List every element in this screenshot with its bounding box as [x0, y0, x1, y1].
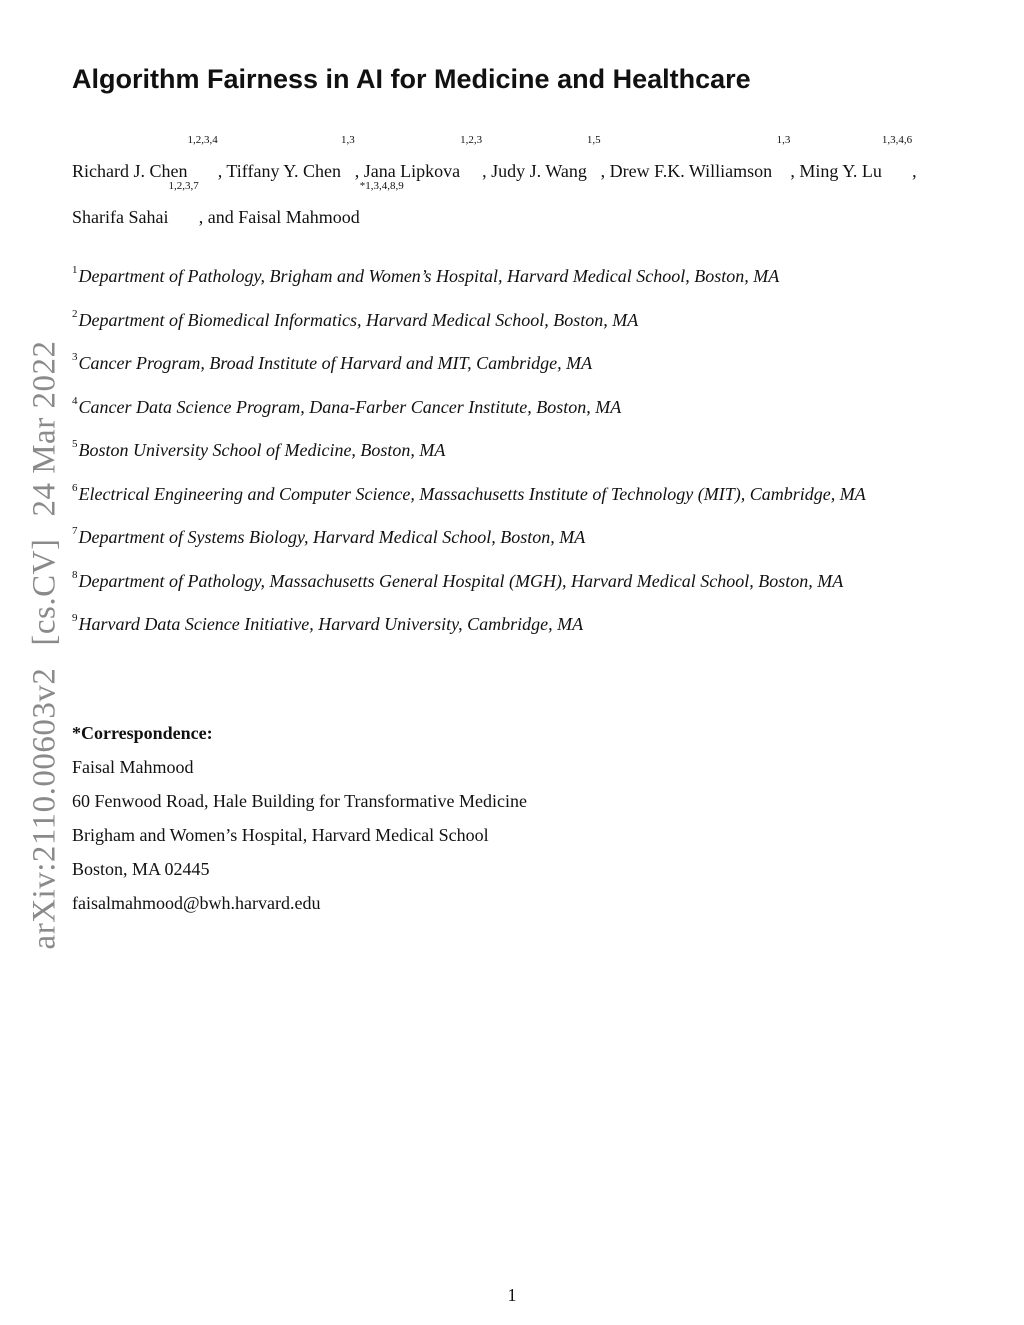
arxiv-category: [cs.CV]	[26, 538, 63, 646]
author-affiliation-marks: 1,2,3	[460, 134, 483, 146]
correspondence-block	[72, 716, 527, 920]
affiliation-text: Cancer Data Science Program, Dana-Farber Cancer Institute, Boston, MA	[78, 396, 622, 417]
affiliation-text: Boston University School of Medicine, Boston, MA	[78, 440, 446, 460]
affiliation-text: Electrical Engineering and Computer Science, Massachusetts Institute of Technology (MIT), Cambridge, MA	[78, 483, 866, 504]
correspondence-address-line-1: 60 Fenwood Road, Hale Building for Transformative Medicine	[72, 791, 527, 811]
author	[799, 134, 917, 181]
arxiv-sidebar-stamp	[27, 341, 64, 950]
author-affiliation-marks: 1,3	[776, 134, 791, 146]
author-name: Ming Y. Lu	[799, 161, 882, 181]
correspondence-address-line-3: Boston, MA 02445	[72, 859, 210, 879]
author	[609, 134, 800, 181]
affiliation-item	[72, 614, 972, 658]
affiliation-list	[72, 266, 972, 658]
author	[226, 134, 364, 181]
arxiv-date: 24 Mar 2022	[26, 340, 63, 517]
author-affiliation-marks: 1,5	[586, 134, 601, 146]
affiliation-item	[72, 440, 972, 484]
author-name: Richard J. Chen	[72, 161, 188, 181]
affiliation-item	[72, 481, 972, 528]
affiliation-text: Department of Pathology, Brigham and Women’s Hospital, Harvard Medical School, Boston, MA	[78, 266, 780, 286]
affiliation-number: 6	[72, 481, 78, 494]
author-separator: ,	[217, 161, 227, 181]
correspondence-email[interactable]: faisalmahmood@bwh.harvard.edu	[72, 893, 321, 913]
affiliation-number: 8	[72, 568, 78, 581]
affiliation-item	[72, 266, 972, 310]
page-number: 1	[507, 1285, 517, 1305]
author-name: Jana Lipkova	[363, 161, 461, 181]
affiliation-item	[72, 307, 972, 354]
author	[363, 134, 492, 181]
correspondence-name: Faisal Mahmood	[72, 757, 194, 777]
paper-title: Algorithm Fairness in AI for Medicine and Healthcare	[72, 64, 751, 94]
correspondence-heading: *Correspondence:	[72, 723, 213, 743]
affiliation-number: 9	[72, 612, 78, 624]
author-affiliation-marks: 1,3	[340, 134, 355, 146]
author-affiliation-marks: 1,2,3,7	[168, 180, 199, 192]
author	[72, 180, 239, 227]
affiliation-text: Department of Pathology, Massachusetts General Hospital (MGH), Harvard Medical School, Boston, MA	[78, 570, 844, 591]
author-name: Judy J. Wang	[491, 161, 587, 181]
affiliation-number: 7	[72, 525, 78, 537]
affiliation-item	[72, 353, 972, 397]
affiliation-item	[72, 527, 972, 571]
affiliation-text: Cancer Program, Broad Institute of Harvard and MIT, Cambridge, MA	[78, 353, 593, 373]
author-affiliation-marks: 1,2,3,4	[187, 134, 218, 146]
author-name: Faisal Mahmood	[238, 207, 360, 227]
author-affiliation-marks: *1,3,4,8,9	[359, 180, 404, 192]
author-separator: ,	[912, 161, 917, 181]
author	[491, 134, 610, 181]
affiliation-item	[72, 568, 972, 615]
author-name: Tiffany Y. Chen	[226, 161, 341, 181]
author	[72, 134, 227, 181]
affiliation-text: Harvard Data Science Initiative, Harvard University, Cambridge, MA	[78, 614, 584, 634]
author-affiliation-marks: 1,3,4,6	[881, 134, 913, 146]
author-separator: ,	[790, 161, 800, 181]
affiliation-number: 4	[72, 394, 78, 407]
affiliation-number: 3	[72, 351, 78, 363]
author	[238, 180, 404, 227]
correspondence-address-line-2: Brigham and Women’s Hospital, Harvard Medical School	[72, 825, 489, 845]
arxiv-id: arXiv:2110.00603v2	[26, 667, 63, 950]
author-separator: ,	[482, 161, 492, 181]
author-separator: , and	[198, 207, 239, 227]
author-name: Sharifa Sahai	[72, 207, 169, 227]
author-separator: ,	[354, 161, 364, 181]
author-separator: ,	[600, 161, 610, 181]
affiliation-number: 5	[72, 438, 78, 450]
affiliation-item	[72, 394, 972, 441]
author-list	[72, 134, 962, 240]
affiliation-text: Department of Biomedical Informatics, Harvard Medical School, Boston, MA	[78, 309, 639, 330]
affiliation-number: 1	[72, 264, 78, 276]
affiliation-text: Department of Systems Biology, Harvard Medical School, Boston, MA	[78, 527, 586, 547]
author-name: Drew F.K. Williamson	[609, 161, 777, 181]
affiliation-number: 2	[72, 307, 78, 320]
